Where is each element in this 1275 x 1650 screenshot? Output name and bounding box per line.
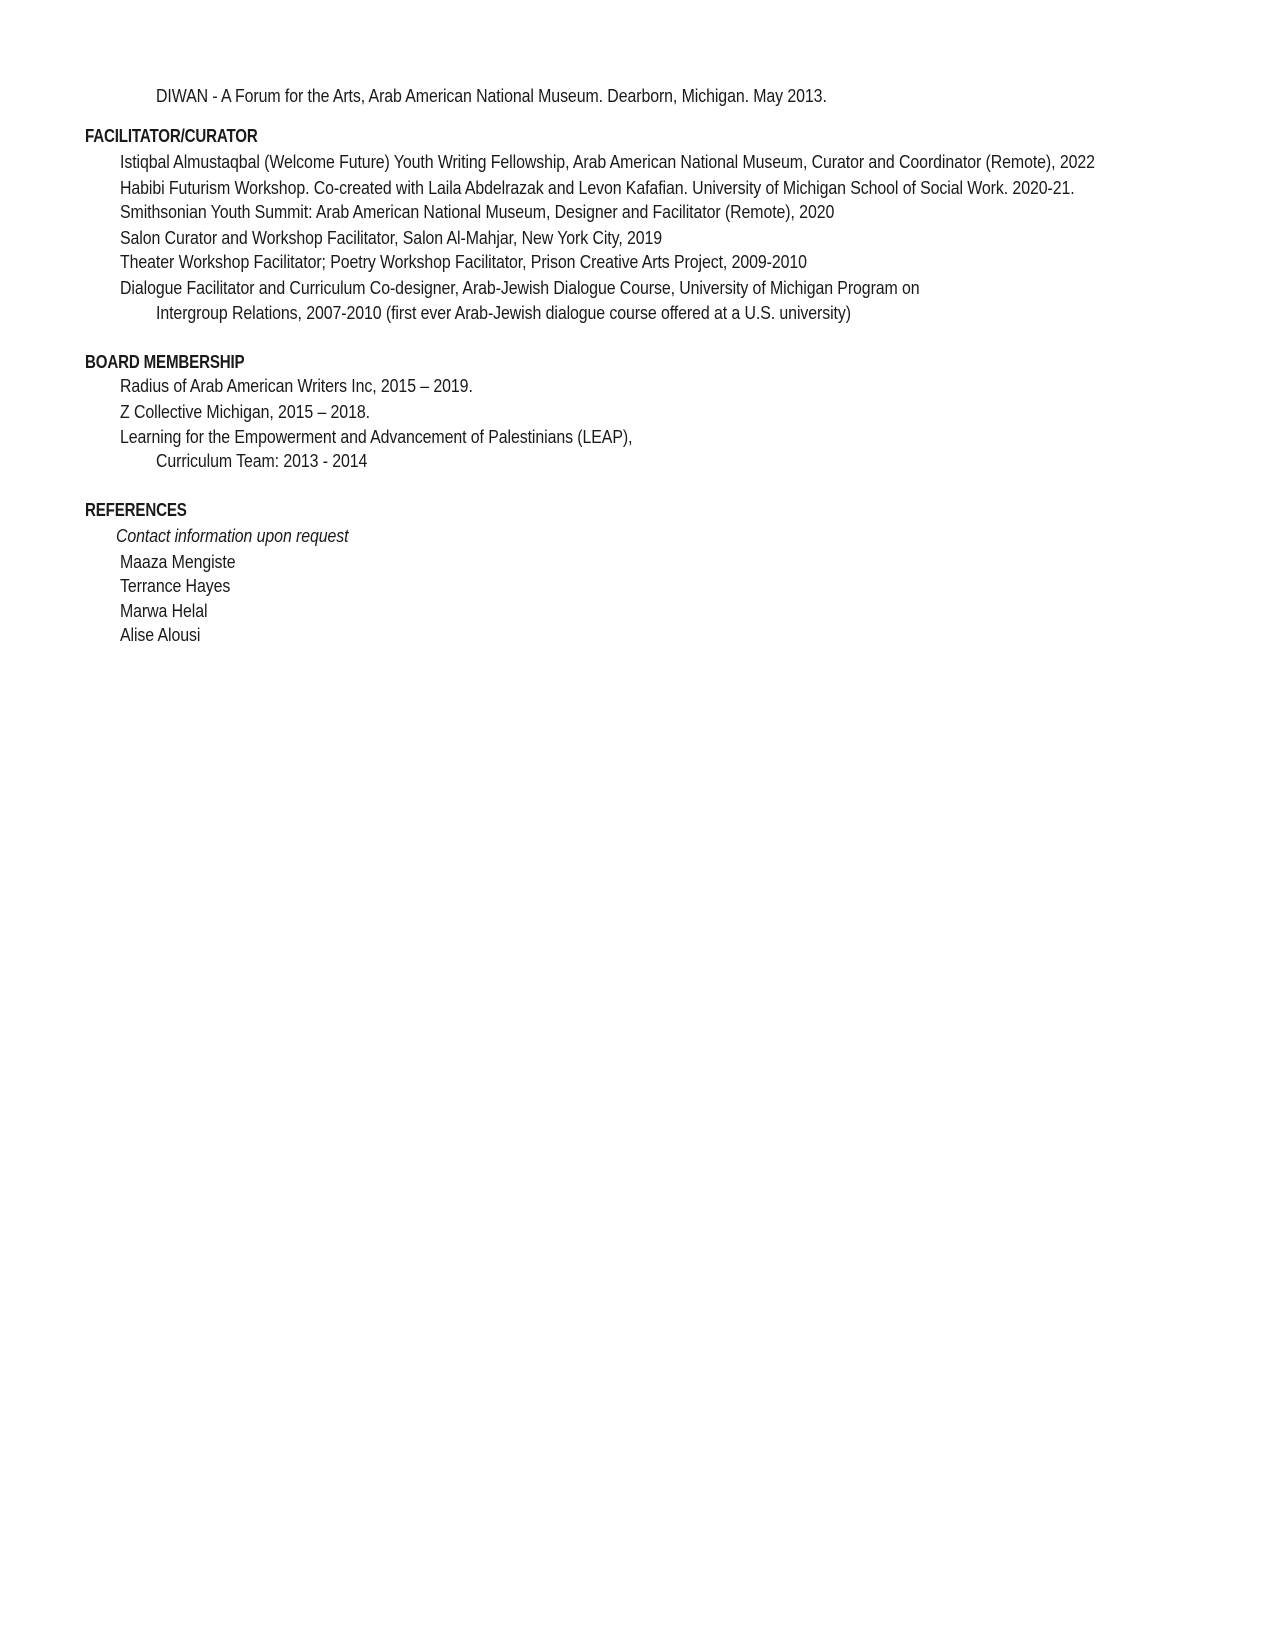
section-heading-references: REFERENCES (85, 500, 187, 520)
references-note: Contact information upon request (116, 525, 349, 546)
facilitator-item: Istiqbal Almustaqbal (Welcome Future) Youth Writing Fellowship, Arab American National Museum, Curator and Coordinator (Remote), 2022 (120, 151, 1095, 172)
facilitator-item: Habibi Futurism Workshop. Co-created with Laila Abdelrazak and Levon Kafafian. University of Michigan School of Social Work. 2020-21. (120, 177, 1075, 198)
section-heading-facilitator: FACILITATOR/CURATOR (85, 126, 258, 146)
board-item: Learning for the Empowerment and Advancement of Palestinians (LEAP), (120, 426, 633, 447)
facilitator-item-continued: Intergroup Relations, 2007-2010 (first ever Arab-Jewish dialogue course offered at a U.S. university) (156, 302, 851, 323)
board-item: Radius of Arab American Writers Inc, 2015 – 2019. (120, 375, 473, 396)
section-heading-board: BOARD MEMBERSHIP (85, 352, 245, 372)
reference-name: Maaza Mengiste (120, 551, 236, 572)
board-item-continued: Curriculum Team: 2013 - 2014 (156, 450, 368, 471)
reference-name: Marwa Helal (120, 600, 208, 621)
diwan-entry: DIWAN - A Forum for the Arts, Arab American National Museum. Dearborn, Michigan. May 2013. (156, 85, 827, 106)
reference-name: Alise Alousi (120, 624, 201, 645)
facilitator-item: Salon Curator and Workshop Facilitator, Salon Al-Mahjar, New York City, 2019 (120, 227, 663, 248)
facilitator-item: Smithsonian Youth Summit: Arab American National Museum, Designer and Facilitator (Remote), 2020 (120, 201, 835, 222)
facilitator-item: Theater Workshop Facilitator; Poetry Workshop Facilitator, Prison Creative Arts Project, 2009-2010 (120, 251, 807, 272)
board-item: Z Collective Michigan, 2015 – 2018. (120, 401, 370, 422)
reference-name: Terrance Hayes (120, 575, 231, 596)
facilitator-item: Dialogue Facilitator and Curriculum Co-designer, Arab-Jewish Dialogue Course, University of Michigan Program on (120, 277, 920, 298)
